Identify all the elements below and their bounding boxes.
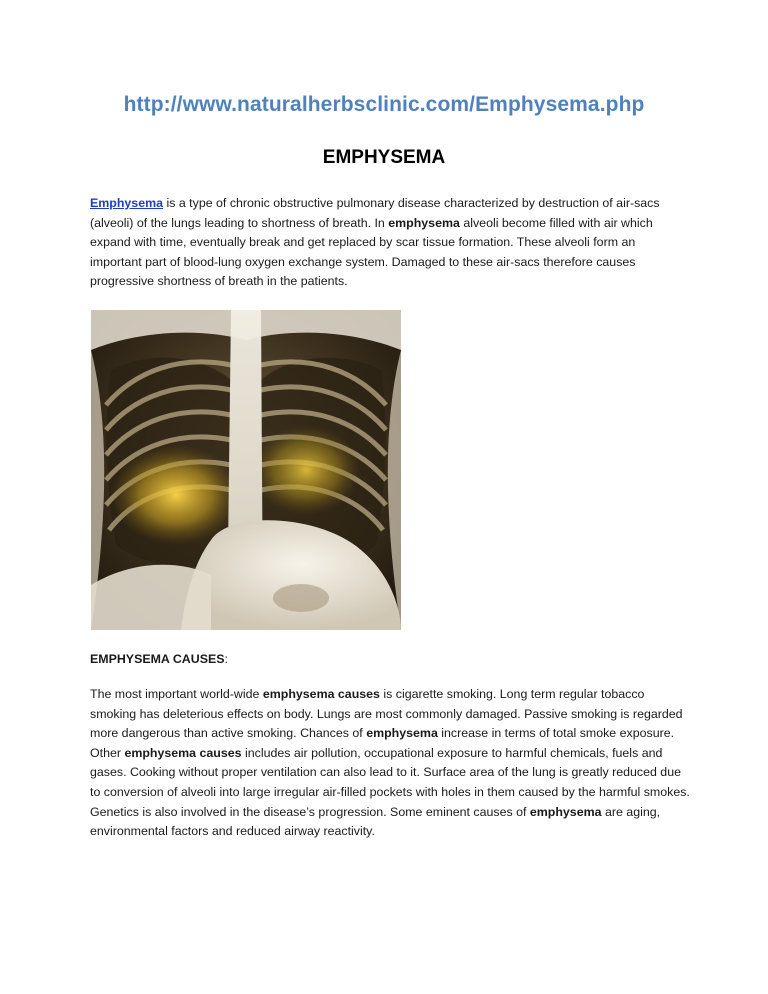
causes-text-1: The most important world-wide xyxy=(90,687,263,701)
causes-heading-colon: : xyxy=(224,652,228,666)
causes-text-5: are aging, environmental factors and reduced airway reactivity. xyxy=(90,804,661,839)
right-lung-highlight xyxy=(251,425,361,515)
causes-bold-3: emphysema causes xyxy=(124,745,242,760)
chest-xray-image xyxy=(91,310,401,630)
intro-bold-1: emphysema xyxy=(388,215,460,230)
causes-heading-text: EMPHYSEMA CAUSES xyxy=(90,652,225,666)
causes-paragraph xyxy=(90,685,690,842)
page-title: EMPHYSEMA xyxy=(322,147,446,168)
causes-heading xyxy=(90,652,228,666)
causes-bold-2: emphysema xyxy=(366,726,438,741)
url-text[interactable]: http://www.naturalherbsclinic.com/Emphysema.php xyxy=(123,93,645,116)
intro-paragraph xyxy=(90,194,690,292)
intro-text-1: is a type of chronic obstructive pulmonary disease characterized by destruction of air-sacs (alveoli) of the lungs leading to shortness of breath. In xyxy=(90,196,660,230)
causes-text-3: increase in terms of total smoke exposure. Other xyxy=(90,726,675,760)
left-lung-highlight xyxy=(111,445,241,545)
causes-bold-4: emphysema xyxy=(529,804,602,819)
causes-bold-1: emphysema causes xyxy=(262,687,380,701)
causes-text-4: includes air pollution, occupational exposure to harmful chemicals, fuels and gases. Cooking without proper ventilation can also lead to it. Surface area of the lung is greatly reduced due to conversion of alveoli into large irregular air-filled pockets with holes in them caused by the harmful smokes. Genetics is also involved in the disease’s progression. Some eminent causes of xyxy=(90,745,690,819)
emphysema-link[interactable]: Emphysema xyxy=(90,196,164,210)
causes-text-2: is cigarette smoking. Long term regular tobacco smoking has deleterious effects on body. Lungs are most commonly damaged. Passive smoking is regarded more dangerous than active smoking. Chances of xyxy=(90,687,683,741)
page-url-heading[interactable] xyxy=(0,93,768,117)
intro-text-2: alveoli become filled with air which expand with time, eventually break and get replaced by scar tissue formation. These alveoli form an important part of blood-lung oxygen exchange system. Damaged to these air-sacs therefore causes progressive shortness of breath in the patients. xyxy=(90,215,653,289)
